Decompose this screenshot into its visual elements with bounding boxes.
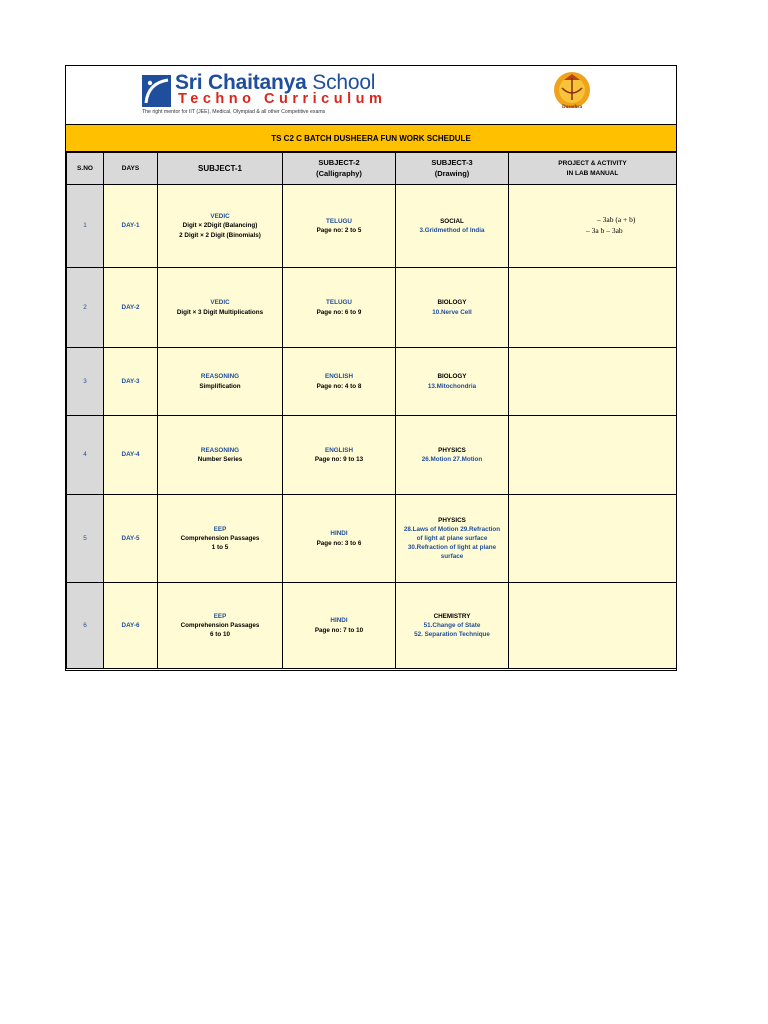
subject1-cell xyxy=(158,495,283,583)
sno-cell: 2 xyxy=(67,268,104,348)
project-cell xyxy=(509,495,677,583)
subject1-line: Digit × 3 Digit Multiplications xyxy=(176,308,264,316)
subject1-cell xyxy=(158,416,283,495)
subject3-line: 30.Refraction of light at plane xyxy=(407,544,497,552)
subject3-line: surface xyxy=(440,553,464,561)
subject2-heading: TELUGU xyxy=(326,299,352,307)
day-cell: DAY-3 xyxy=(104,348,158,416)
subject3-heading: BIOLOGY xyxy=(437,299,467,307)
subject2-heading: ENGLISH xyxy=(325,373,353,381)
subject1-heading: REASONING xyxy=(200,446,240,454)
subject1-heading: VEDIC xyxy=(210,213,230,221)
table-row xyxy=(67,348,677,416)
subject3-line: 10.Nerve Cell xyxy=(432,308,472,316)
table-row xyxy=(67,583,677,669)
subject1-line: Digit × 2Digit (Balancing) xyxy=(182,222,258,230)
sno-cell: 4 xyxy=(67,416,104,495)
subject3-cell xyxy=(396,583,509,669)
subject2-cell xyxy=(283,495,396,583)
subject1-line: Comprehension Passages xyxy=(180,621,260,629)
col-header-project xyxy=(509,153,677,185)
day-cell: DAY-4 xyxy=(104,416,158,495)
subject3-line: 28.Laws of Motion 29.Refraction xyxy=(403,525,501,533)
project-formula-line: – 3ab (a + b) xyxy=(597,215,636,224)
subject1-line: Number Series xyxy=(197,456,243,463)
sno-cell: 1 xyxy=(67,185,104,268)
project-cell xyxy=(509,268,677,348)
subject3-cell xyxy=(396,416,509,495)
subject1-line: 6 to 10 xyxy=(210,631,230,639)
table-row xyxy=(67,495,677,583)
subject2-cell xyxy=(283,583,396,669)
subject2-heading: TELUGU xyxy=(326,217,352,225)
subject3-line: 26.Motion 27.Motion xyxy=(421,456,483,463)
dussehra-emblem-icon xyxy=(542,70,602,112)
subject2-pages: Page no: 6 to 9 xyxy=(316,308,362,316)
subject3-cell xyxy=(396,185,509,268)
subject1-line: Simplification xyxy=(199,382,241,390)
subject1-line: Comprehension Passages xyxy=(180,534,260,542)
subject2-pages: Page no: 3 to 6 xyxy=(316,539,362,547)
day-cell: DAY-1 xyxy=(104,185,158,268)
day-cell: DAY-5 xyxy=(104,495,158,583)
sno-cell: 5 xyxy=(67,495,104,583)
brand-tagline: The right mentor for IIT (JEE), Medical, Olympiad & all other Competitive exams xyxy=(142,109,326,115)
project-cell xyxy=(509,348,677,416)
project-cell xyxy=(509,185,677,268)
subject2-cell xyxy=(283,268,396,348)
brand-subtitle: Techno Curriculum xyxy=(178,91,387,107)
subject1-heading: EEP xyxy=(213,525,227,533)
schedule-title: TS C2 C BATCH DUSHEERA FUN WORK SCHEDULE xyxy=(66,124,676,152)
subject1-line: 1 to 5 xyxy=(211,544,229,552)
subject3-line: 3.Gridmethod of India xyxy=(419,227,485,234)
subject3-line: 13.Mitochondria xyxy=(427,382,477,390)
col-header-subject2 xyxy=(283,153,396,185)
subject2-pages: Page no: 7 to 10 xyxy=(314,626,364,634)
day-cell: DAY-2 xyxy=(104,268,158,348)
col-header-subject2-title: SUBJECT-2 xyxy=(318,157,360,167)
table-row xyxy=(67,416,677,495)
subject3-line: 51.Change of State xyxy=(423,621,481,629)
subject1-heading: VEDIC xyxy=(210,299,230,307)
schedule-table xyxy=(66,152,677,669)
subject1-heading: REASONING xyxy=(200,373,240,381)
subject2-heading: HINDI xyxy=(330,530,348,538)
table-row xyxy=(67,185,677,268)
col-header-subject1: SUBJECT-1 xyxy=(158,153,283,185)
schedule-body xyxy=(67,185,677,669)
brand-school-text: School xyxy=(312,71,376,94)
subject3-cell xyxy=(396,268,509,348)
subject3-line: of light at plane surface xyxy=(416,534,488,542)
subject3-heading: PHYSICS xyxy=(438,446,466,454)
subject2-pages: Page no: 9 to 13 xyxy=(314,456,364,463)
subject1-cell xyxy=(158,268,283,348)
subject3-heading: CHEMISTRY xyxy=(433,612,471,620)
subject3-line: 52. Separation Technique xyxy=(414,631,490,639)
col-header-subject2-sub: (Calligraphy) xyxy=(316,168,362,178)
sno-cell: 3 xyxy=(67,348,104,416)
subject1-cell xyxy=(158,348,283,416)
subject3-heading: SOCIAL xyxy=(440,217,464,225)
subject1-heading: EEP xyxy=(213,612,227,620)
subject3-cell xyxy=(396,495,509,583)
col-header-subject3-sub: (Drawing) xyxy=(434,168,470,178)
schedule-sheet xyxy=(65,65,677,671)
subject1-cell xyxy=(158,185,283,268)
brand-name-text: Sri Chaitanya xyxy=(175,71,307,94)
subject3-heading: BIOLOGY xyxy=(437,373,467,381)
subject2-pages: Page no: 2 to 5 xyxy=(316,227,362,234)
subject1-cell xyxy=(158,583,283,669)
col-header-subject3-title: SUBJECT-3 xyxy=(431,157,473,167)
sno-cell: 6 xyxy=(67,583,104,669)
project-formula xyxy=(509,185,676,267)
col-header-sno: S.NO xyxy=(67,153,104,185)
col-header-project-title: PROJECT & ACTIVITY xyxy=(558,160,627,168)
subject2-heading: HINDI xyxy=(330,617,348,625)
project-formula-line: – 3a b – 3ab xyxy=(586,226,623,235)
col-header-subject3 xyxy=(396,153,509,185)
subject2-pages: Page no: 4 to 8 xyxy=(316,382,362,390)
col-header-days: DAYS xyxy=(104,153,158,185)
table-row xyxy=(67,268,677,348)
subject3-heading: PHYSICS xyxy=(438,516,466,524)
subject2-cell xyxy=(283,348,396,416)
school-logo-icon xyxy=(142,75,171,107)
project-cell xyxy=(509,583,677,669)
letterhead xyxy=(66,66,676,124)
subject2-heading: ENGLISH xyxy=(325,446,353,454)
project-cell xyxy=(509,416,677,495)
subject2-cell xyxy=(283,416,396,495)
subject3-cell xyxy=(396,348,509,416)
subject2-cell xyxy=(283,185,396,268)
svg-text:Dussehra: Dussehra xyxy=(561,105,583,110)
subject1-line: 2 Digit × 2 Digit (Binomials) xyxy=(179,231,261,239)
table-header-row xyxy=(67,153,677,185)
col-header-project-sub: IN LAB MANUAL xyxy=(566,169,619,177)
day-cell: DAY-6 xyxy=(104,583,158,669)
